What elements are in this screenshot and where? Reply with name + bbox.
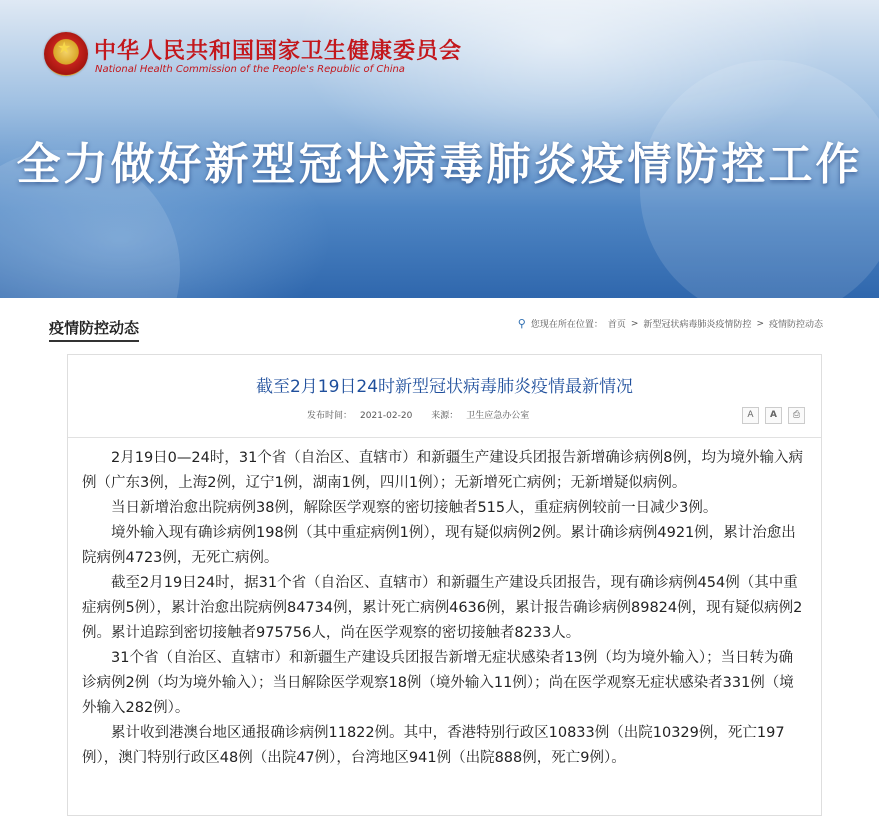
- article-paragraph: 累计收到港澳台地区通报确诊病例11822例。其中，香港特别行政区10833例（出院10329例，死亡197例），澳门特别行政区48例（出院47例），台湾地区941例（出院888例，死亡9例）。: [82, 725, 785, 766]
- font-increase-button[interactable]: A: [765, 407, 782, 424]
- banner-slogan: 全力做好新型冠状病毒肺炎疫情防控工作: [16, 139, 863, 190]
- breadcrumb-prefix: 您现在所在位置：: [530, 320, 603, 330]
- article-paragraph: 31个省（自治区、直辖市）和新疆生产建设兵团报告新增无症状感染者13例（均为境外输入）；当日转为确诊病例2例（均为境外输入）；当日解除医学观察18例（境外输入11例）；尚在医学观察无症状感染者331例（境外输入282例）。: [82, 650, 794, 716]
- article-paragraph: 截至2月19日24时，据31个省（自治区、直辖市）和新疆生产建设兵团报告，现有确诊病例454例（其中重症病例5例），累计治愈出院病例84734例，累计死亡病例4636例，累计报告确诊病例89824例，现有疑似病例2例。累计追踪到密切接触者975756人，尚在医学观察的密切接触者8233人。: [82, 575, 803, 641]
- article-title: 截至2月19日24时新型冠状病毒肺炎疫情最新情况: [255, 377, 634, 397]
- breadcrumb-separator: >: [756, 318, 764, 329]
- article-paragraph: 当日新增治愈出院病例38例，解除医学观察的密切接触者515人，重症病例较前一日减少3例。: [111, 500, 718, 516]
- publish-label: 发布时间：: [307, 411, 353, 421]
- national-emblem-logo[interactable]: [44, 32, 88, 76]
- breadcrumb-home-link[interactable]: 首页: [607, 320, 626, 330]
- star-icon: ★: [57, 38, 72, 57]
- article-meta: [307, 408, 545, 421]
- source-name: 卫生应急办公室: [466, 411, 530, 421]
- source-label: 来源：: [431, 411, 459, 421]
- article-body: [82, 446, 807, 771]
- breadcrumb-epidemic-link[interactable]: 新型冠状病毒肺炎疫情防控: [643, 320, 752, 330]
- divider: [68, 437, 821, 438]
- org-name-cn[interactable]: 中华人民共和国国家卫生健康委员会: [94, 39, 463, 64]
- section-bar: [0, 298, 879, 350]
- breadcrumb-current[interactable]: 疫情防控动态: [768, 320, 823, 330]
- org-name-en: National Health Commission of the People's Republic of China: [95, 64, 405, 75]
- breadcrumb-separator: >: [630, 318, 639, 329]
- article-paragraph: 境外输入现有确诊病例198例（其中重症病例1例），现有疑似病例2例。累计确诊病例4921例，累计治愈出院病例4723例，无死亡病例。: [82, 525, 796, 566]
- header-banner: [0, 0, 879, 298]
- publish-date: 2021-02-20: [360, 411, 413, 421]
- breadcrumb: [518, 317, 823, 330]
- print-icon[interactable]: ⎙: [788, 407, 805, 424]
- section-title[interactable]: 疫情防控动态: [49, 317, 139, 342]
- font-decrease-button[interactable]: A: [742, 407, 759, 424]
- article-paragraph: 2月19日0—24时，31个省（自治区、直辖市）和新疆生产建设兵团报告新增确诊病例8例，均为境外输入病例（广东3例，上海2例，辽宁1例，湖南1例，四川1例）；无新增死亡病例；无新增疑似病例。: [82, 450, 804, 491]
- location-pin-icon: ⚲: [517, 317, 526, 330]
- article-card: [67, 354, 822, 816]
- article-tools: [742, 407, 805, 424]
